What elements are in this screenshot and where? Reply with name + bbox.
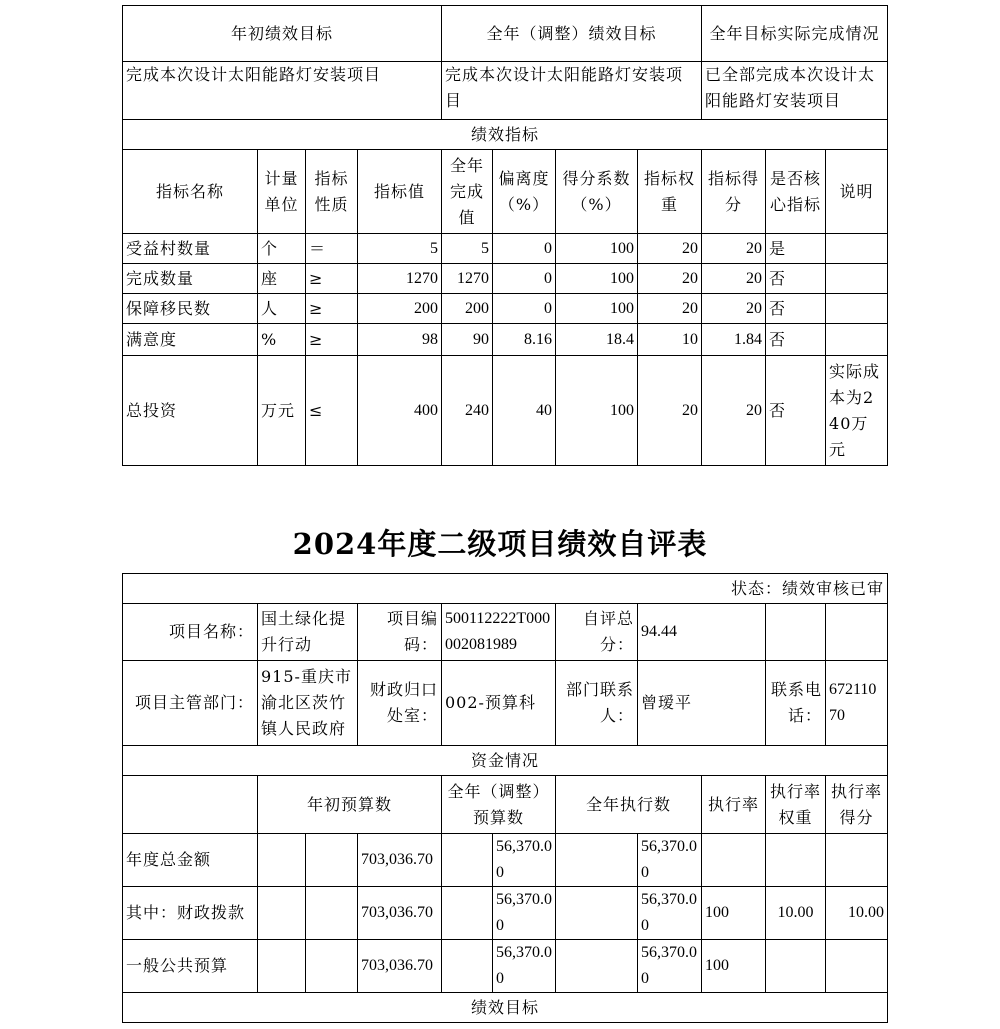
score-coefficient: 100 (556, 356, 638, 466)
note (826, 264, 888, 294)
funds-header-row (123, 776, 888, 834)
contact-label: 部门联系人： (556, 661, 638, 746)
deviation: 8.16 (493, 324, 556, 356)
deviation-header: 偏离度（%） (493, 150, 556, 234)
execution-score (826, 940, 888, 993)
empty-cell (826, 604, 888, 661)
indicator-score: 1.84 (702, 324, 766, 356)
fund-row (123, 940, 888, 993)
weight: 20 (638, 234, 702, 264)
unit: 个 (258, 234, 306, 264)
indicator-value: 400 (358, 356, 442, 466)
empty-cell (123, 776, 258, 834)
adjusted-budget-header: 全年（调整）预算数 (442, 776, 556, 834)
deviation: 0 (493, 264, 556, 294)
empty-cell (442, 887, 493, 940)
executed-amount: 56,370.00 (638, 887, 702, 940)
finance-office: 002-预算科 (442, 661, 556, 746)
weight: 20 (638, 264, 702, 294)
score-coefficient: 18.4 (556, 324, 638, 356)
core-indicator-header: 是否核心指标 (766, 150, 826, 234)
unit-header: 计量单位 (258, 150, 306, 234)
indicator-rows (123, 234, 888, 466)
indicator-score: 20 (702, 294, 766, 324)
fund-name: 其中：财政拨款 (123, 887, 258, 940)
funds-section-row (123, 746, 888, 776)
indicator-value: 98 (358, 324, 442, 356)
empty-cell (258, 887, 306, 940)
core-indicator: 否 (766, 294, 826, 324)
empty-cell (306, 887, 358, 940)
completed-value: 90 (442, 324, 493, 356)
weight-header: 指标权重 (638, 150, 702, 234)
fund-name: 一般公共预算 (123, 940, 258, 993)
section-row (123, 120, 888, 150)
project-code-label: 项目编码： (358, 604, 442, 661)
score-coef-header: 得分系数（%） (556, 150, 638, 234)
execution-rate-header: 执行率 (702, 776, 766, 834)
project-code: 500112222T000002081989 (442, 604, 556, 661)
note (826, 234, 888, 264)
indicator-score-header: 指标得分 (702, 150, 766, 234)
funds-section-label: 资金情况 (123, 746, 888, 776)
execution-rate: 100 (702, 940, 766, 993)
department-row (123, 661, 888, 746)
initial-budget: 703,036.70 (358, 940, 442, 993)
execution-score (826, 834, 888, 887)
indicator-value: 5 (358, 234, 442, 264)
unit: 座 (258, 264, 306, 294)
nature: ≤ (306, 356, 358, 466)
project-self-evaluation-table (122, 573, 888, 1023)
empty-cell (442, 834, 493, 887)
indicator-name-header: 指标名称 (123, 150, 258, 234)
execution-weight: 10.00 (766, 887, 826, 940)
actual-goal-text: 已全部完成本次设计太阳能路灯安装项目 (702, 62, 888, 120)
note-header: 说明 (826, 150, 888, 234)
project-info-row (123, 604, 888, 661)
fund-name: 年度总金额 (123, 834, 258, 887)
adjusted-goal-text: 完成本次设计太阳能路灯安装项目 (442, 62, 702, 120)
execution-weight (766, 834, 826, 887)
score-coefficient: 100 (556, 294, 638, 324)
weight: 20 (638, 294, 702, 324)
goal-header-row (123, 6, 888, 62)
page-title: 2024年度二级项目绩效自评表 (292, 527, 708, 561)
initial-goal-text: 完成本次设计太阳能路灯安装项目 (123, 62, 442, 120)
goal-section-label: 绩效目标 (123, 993, 888, 1023)
project-name: 国土绿化提升行动 (258, 604, 358, 661)
nature: ≥ (306, 324, 358, 356)
completed-value-header: 全年完成值 (442, 150, 493, 234)
note (826, 294, 888, 324)
indicator-column-header-row (123, 150, 888, 234)
indicator-row (123, 324, 888, 356)
indicator-name: 受益村数量 (123, 234, 258, 264)
unit: 人 (258, 294, 306, 324)
weight: 10 (638, 324, 702, 356)
indicator-name: 保障移民数 (123, 294, 258, 324)
executed-header: 全年执行数 (556, 776, 702, 834)
unit: % (258, 324, 306, 356)
execution-score-header: 执行率得分 (826, 776, 888, 834)
indicator-value: 200 (358, 294, 442, 324)
phone-label: 联系电话： (766, 661, 826, 746)
fund-row (123, 887, 888, 940)
core-indicator: 否 (766, 324, 826, 356)
executed-amount: 56,370.00 (638, 834, 702, 887)
unit: 万元 (258, 356, 306, 466)
execution-weight (766, 940, 826, 993)
initial-budget-header: 年初预算数 (258, 776, 442, 834)
score-coefficient: 100 (556, 264, 638, 294)
indicator-section-label: 绩效指标 (123, 120, 888, 150)
contact-person: 曾瑷平 (638, 661, 766, 746)
empty-cell (258, 834, 306, 887)
initial-goal-header: 年初绩效目标 (123, 6, 442, 62)
empty-cell (442, 940, 493, 993)
indicator-name: 总投资 (123, 356, 258, 466)
empty-cell (556, 887, 638, 940)
deviation: 40 (493, 356, 556, 466)
finance-office-label: 财政归口处室： (358, 661, 442, 746)
department-label: 项目主管部门： (123, 661, 258, 746)
status-text: 状态：绩效审核已审 (123, 574, 888, 604)
nature: ≥ (306, 264, 358, 294)
completed-value: 5 (442, 234, 493, 264)
indicator-score: 20 (702, 356, 766, 466)
adjusted-budget: 56,370.00 (493, 834, 556, 887)
empty-cell (766, 604, 826, 661)
note (826, 324, 888, 356)
goal-section-row (123, 993, 888, 1023)
deviation: 0 (493, 234, 556, 264)
empty-cell (258, 940, 306, 993)
empty-cell (306, 834, 358, 887)
nature: ≥ (306, 294, 358, 324)
completed-value: 1270 (442, 264, 493, 294)
self-score: 94.44 (638, 604, 766, 661)
indicator-name: 满意度 (123, 324, 258, 356)
initial-budget: 703,036.70 (358, 834, 442, 887)
indicator-row (123, 356, 888, 466)
indicator-value: 1270 (358, 264, 442, 294)
status-row (123, 574, 888, 604)
note: 实际成本为240万元 (826, 356, 888, 466)
execution-score: 10.00 (826, 887, 888, 940)
performance-indicator-table (122, 5, 888, 466)
execution-weight-header: 执行率权重 (766, 776, 826, 834)
completed-value: 240 (442, 356, 493, 466)
project-name-label: 项目名称： (123, 604, 258, 661)
indicator-name: 完成数量 (123, 264, 258, 294)
indicator-row (123, 234, 888, 264)
adjusted-budget: 56,370.00 (493, 887, 556, 940)
fund-rows (123, 834, 888, 993)
score-coefficient: 100 (556, 234, 638, 264)
indicator-score: 20 (702, 264, 766, 294)
indicator-score: 20 (702, 234, 766, 264)
core-indicator: 是 (766, 234, 826, 264)
indicator-row (123, 294, 888, 324)
completed-value: 200 (442, 294, 493, 324)
nature: ＝ (306, 234, 358, 264)
adjusted-goal-header: 全年（调整）绩效目标 (442, 6, 702, 62)
department: 915-重庆市渝北区茨竹镇人民政府 (258, 661, 358, 746)
goal-content-row (123, 62, 888, 120)
weight: 20 (638, 356, 702, 466)
deviation: 0 (493, 294, 556, 324)
nature-header: 指标性质 (306, 150, 358, 234)
phone-number: 67211070 (826, 661, 888, 746)
execution-rate: 100 (702, 887, 766, 940)
initial-budget: 703,036.70 (358, 887, 442, 940)
empty-cell (556, 834, 638, 887)
empty-cell (306, 940, 358, 993)
self-score-label: 自评总分： (556, 604, 638, 661)
indicator-row (123, 264, 888, 294)
core-indicator: 否 (766, 264, 826, 294)
adjusted-budget: 56,370.00 (493, 940, 556, 993)
executed-amount: 56,370.00 (638, 940, 702, 993)
indicator-value-header: 指标值 (358, 150, 442, 234)
execution-rate (702, 834, 766, 887)
fund-row (123, 834, 888, 887)
core-indicator: 否 (766, 356, 826, 466)
empty-cell (556, 940, 638, 993)
actual-goal-header: 全年目标实际完成情况 (702, 6, 888, 62)
